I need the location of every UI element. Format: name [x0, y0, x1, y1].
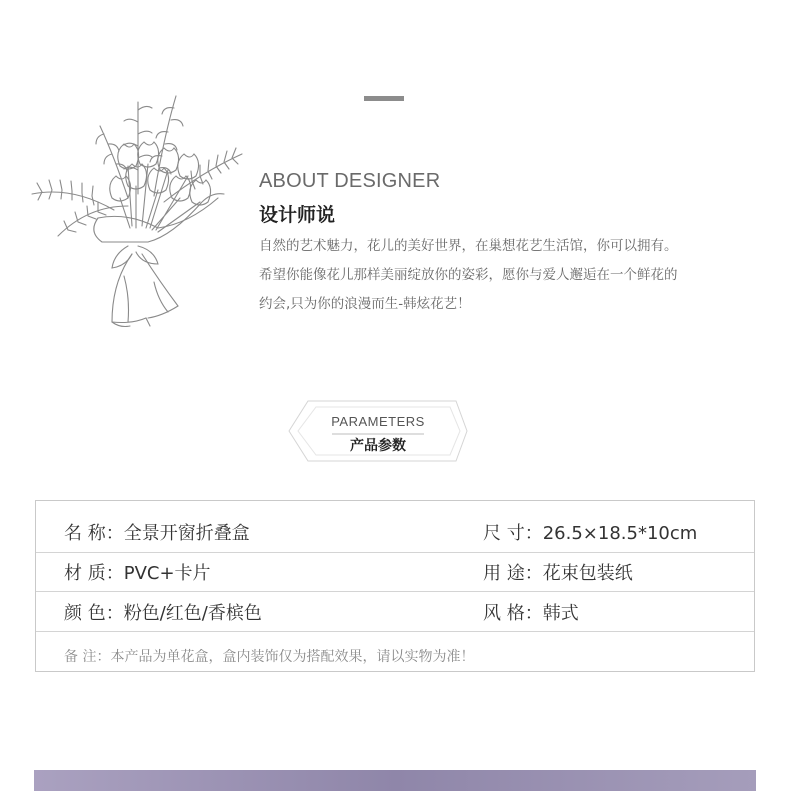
- statement-line-2: 希望你能像花儿那样美丽绽放你的姿彩，愿你与爱人邂逅在一个鲜花的: [259, 267, 678, 283]
- bottom-accent-band: [34, 770, 756, 791]
- spec-usage: 用 途：花束包装纸: [483, 563, 633, 584]
- spec-row: [36, 592, 754, 632]
- spec-color: 颜 色：粉色/红色/香槟色: [64, 602, 262, 624]
- spec-style: 风 格：韩式: [483, 602, 579, 624]
- spec-name: 名 称：全景开窗折叠盒: [64, 522, 250, 544]
- parameters-heading-en: PARAMETERS: [331, 414, 425, 429]
- spec-table: [35, 500, 755, 672]
- spec-material: 材 质：PVC+卡片: [64, 563, 211, 584]
- designer-statement: [259, 232, 769, 319]
- spec-row: [36, 553, 754, 592]
- statement-line-1: 自然的艺术魅力，花儿的美好世界，在巢想花艺生活馆，你可以拥有。: [259, 238, 678, 254]
- spec-size: 尺 寸：26.5×18.5*10cm: [483, 522, 698, 544]
- spec-row: [36, 511, 754, 553]
- parameters-heading-cn: 产品参数: [350, 438, 406, 454]
- flower-bouquet-illustration: [28, 86, 246, 334]
- spec-note: 备 注：本产品为单花盒，盒内装饰仅为搭配效果，请以实物为准！: [64, 649, 475, 665]
- parameters-badge: [288, 400, 468, 462]
- about-designer-heading: ABOUT DESIGNER: [259, 170, 441, 192]
- statement-line-3: 约会,只为你的浪漫而生-韩炫花艺！: [259, 296, 471, 312]
- designer-says-heading: 设计师说: [259, 204, 336, 226]
- top-divider-bar: [364, 96, 404, 101]
